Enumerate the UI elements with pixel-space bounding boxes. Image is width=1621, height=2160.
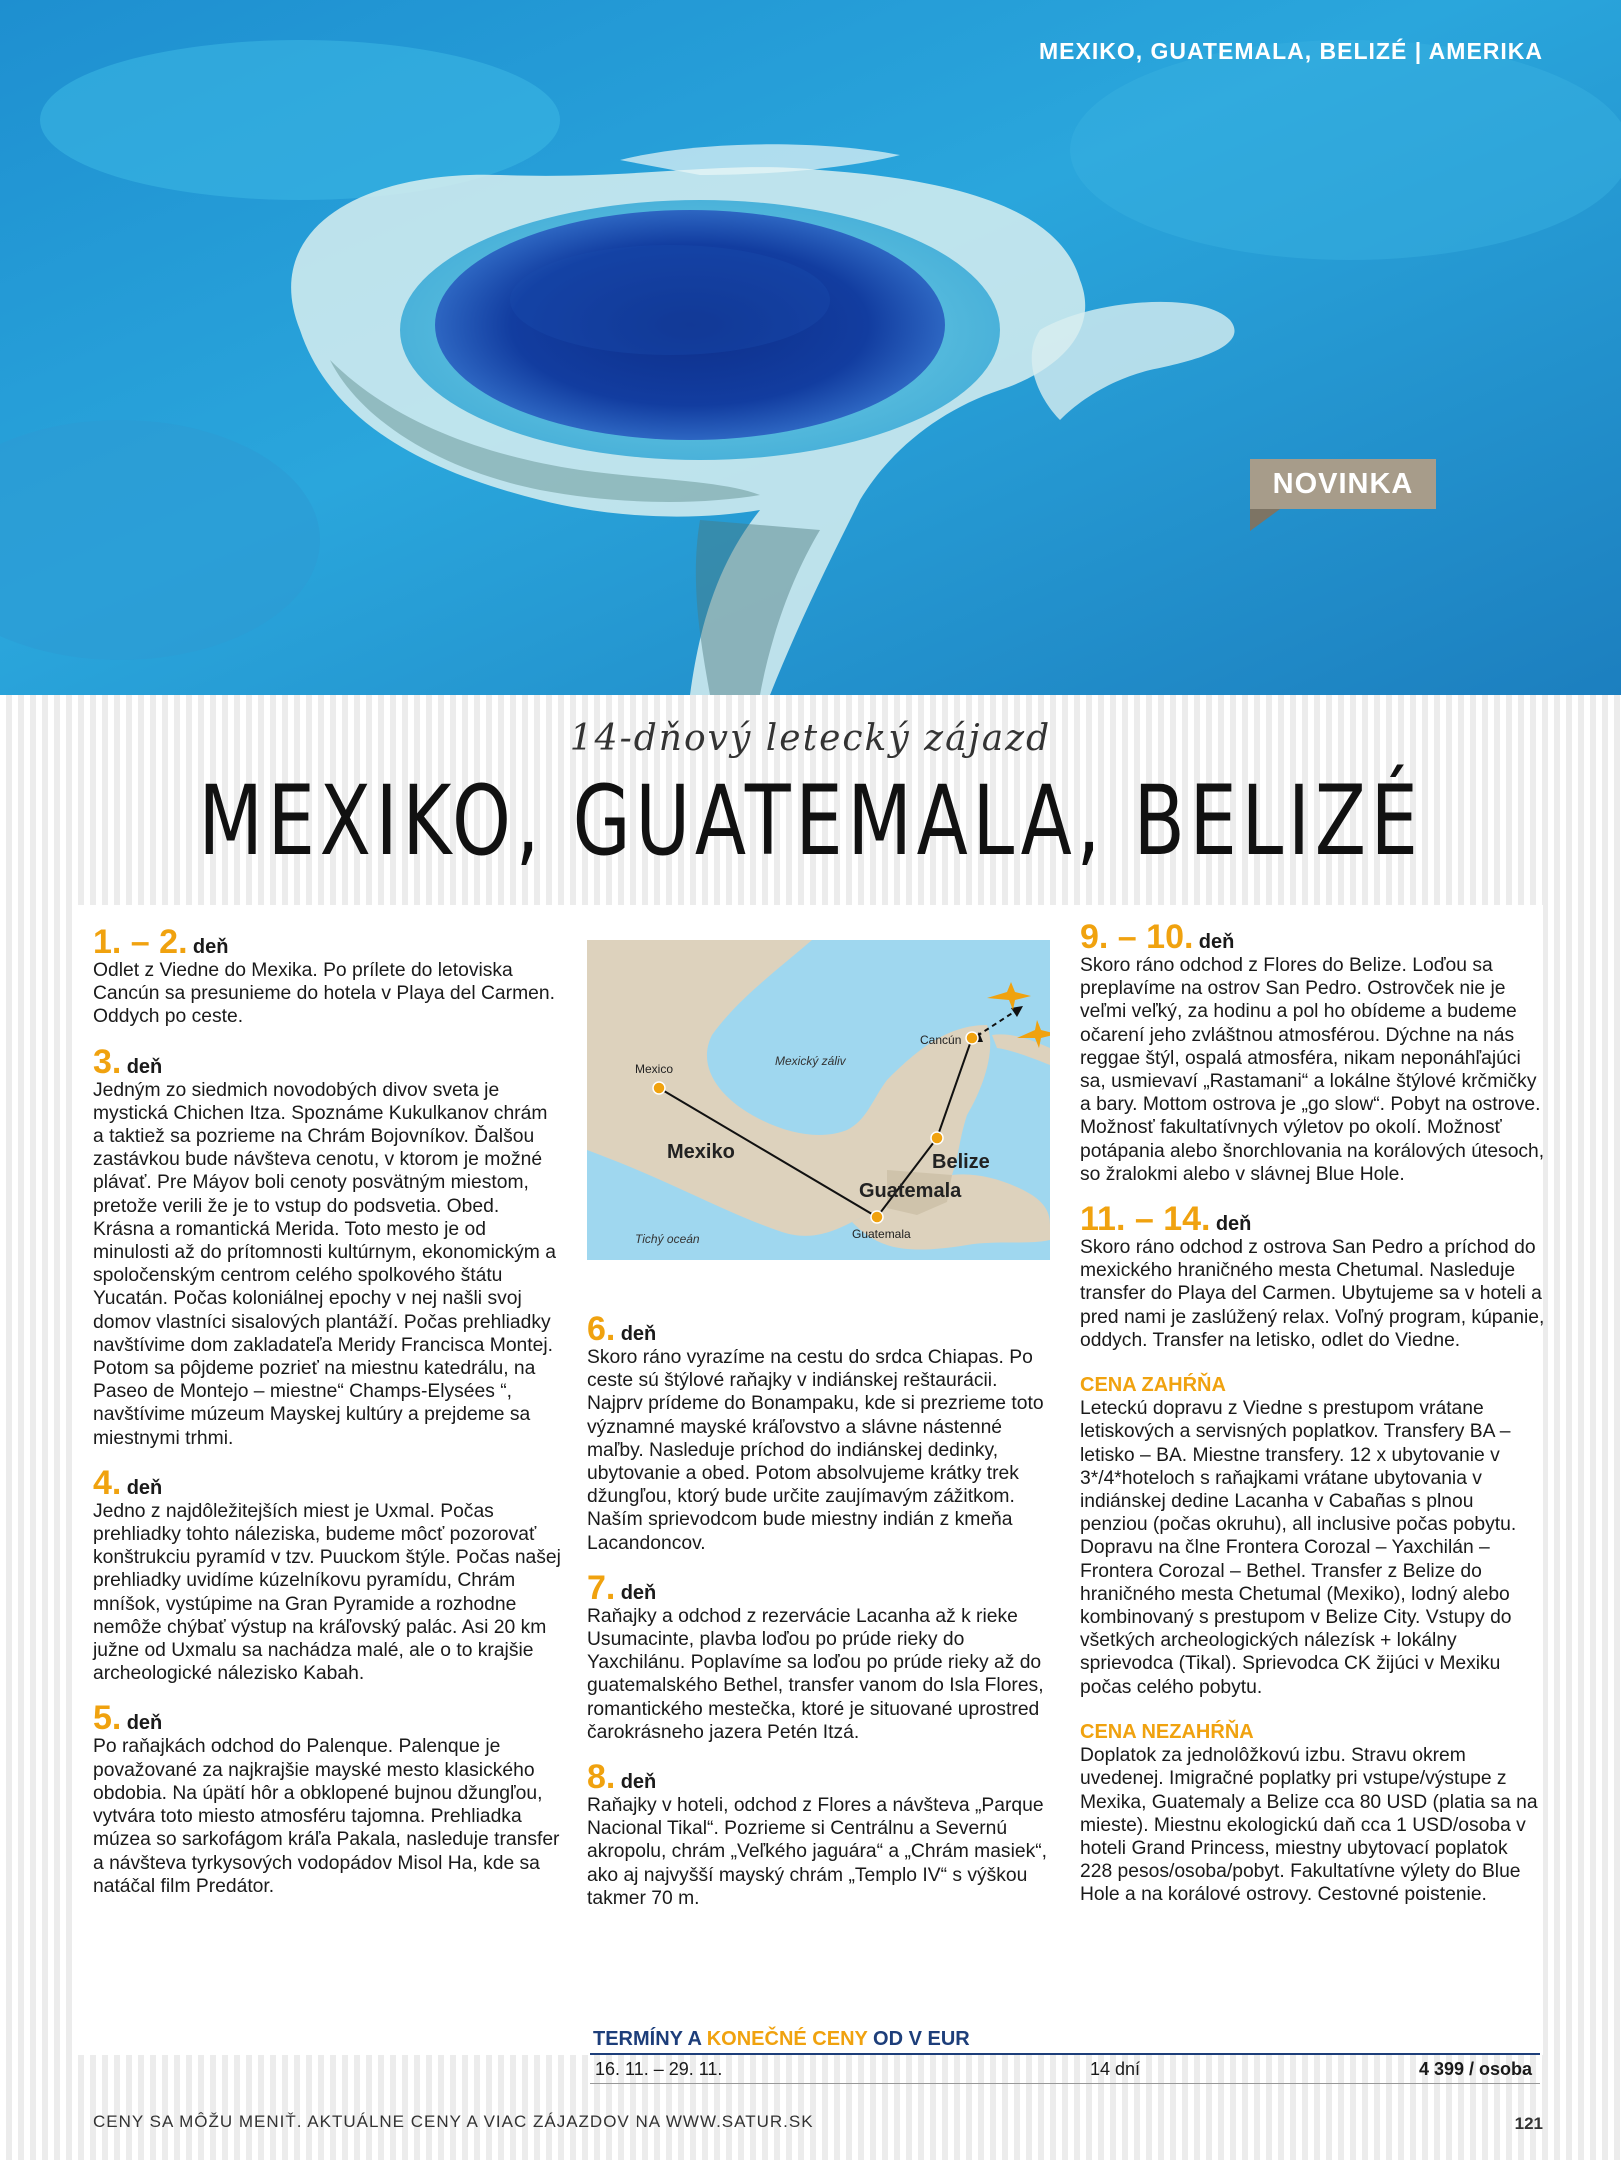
terms-heading-part: OD V EUR xyxy=(867,2028,970,2050)
day-text: Raňajky v hoteli, odchod z Flores a návšteva „Parque Nacional Tikal“. Pozrieme si Centrálnu a Severnú akropolu, chrám „Veľkého jaguára“ a „Chrám masiek“, ako aj najvyšší mayský chrám „Templo IV“ s výškou takmer 70 m. xyxy=(587,1795,1047,1909)
day-number: 6. xyxy=(587,1310,616,1348)
day-block-1 xyxy=(93,925,563,1029)
terms-table xyxy=(590,2025,1540,2084)
term-length: 14 dní xyxy=(1090,2059,1141,2079)
price-excluded-heading: CENA NEZAHŔŇA xyxy=(1080,1720,1254,1743)
day-label: deň xyxy=(192,936,229,958)
day-block-5 xyxy=(93,1701,563,1897)
map-label-cancun: Cancún xyxy=(920,1033,962,1047)
map-label-city-guatemala: Guatemala xyxy=(852,1227,911,1241)
day-number: 5. xyxy=(93,1699,122,1738)
day-block-8 xyxy=(587,1760,1047,1910)
column-left xyxy=(93,925,563,1898)
day-block-9 xyxy=(1080,920,1545,1186)
column-right xyxy=(1080,920,1545,1907)
day-number: 9. – 10. xyxy=(1080,918,1194,956)
hero-photo xyxy=(0,0,1621,695)
day-block-6 xyxy=(587,1312,1047,1555)
trip-title: MEXIKO, GUATEMALA, BELIZÉ xyxy=(198,765,1423,877)
term-dates: 16. 11. – 29. 11. xyxy=(595,2059,723,2079)
blue-hole-image xyxy=(0,0,1621,695)
terms-heading xyxy=(590,2025,1540,2053)
day-text: Jedno z najdôležitejších miest je Uxmal. Počas prehliadky tohto náleziska, budeme môcť pozorovať konštrukciu pyramíd v tzv. Puuckom štýle. Počas našej prehliadky uvidíme kúzelníkovu pyramídu, Chrám mníšok, vystúpime na Gran Pyramide a rozhodne nemôže chýbať výstup na kráľovský palác. Asi 20 km južne od Uxmalu sa nachádza malé, ale o to krajšie archeologické nálezisko Kabah. xyxy=(93,1500,561,1685)
region-label: MEXIKO, GUATEMALA, BELIZÉ | AMERIKA xyxy=(1039,38,1543,64)
new-badge: NOVINKA xyxy=(1250,459,1436,509)
day-number: 3. xyxy=(93,1042,122,1081)
map-label-pacific: Tichý oceán xyxy=(635,1232,700,1246)
day-number: 1. – 2. xyxy=(93,923,188,961)
day-text: Raňajky a odchod z rezervácie Lacanha až k rieke Usumacinte, plavba loďou po prúde rieky do Yaxchilánu. Poplavíme sa loďou po prúde rieky až do guatemalského Bethel, transfer vanom do Isla Flores, romantického mestečka, ktoré je situované uprostred čarokrásneho jazera Petén Itzá. xyxy=(587,1605,1044,1743)
table-row xyxy=(590,2055,1540,2084)
day-number: 7. xyxy=(587,1568,616,1607)
footer-note: CENY SA MÔŽU MENIŤ. AKTUÁLNE CENY A VIAC ZÁJAZDOV NA WWW.SATUR.SK xyxy=(93,2112,814,2131)
page-number: 121 xyxy=(1514,2114,1543,2133)
terms-heading-accent: KONEČNÉ CENY xyxy=(706,2028,868,2050)
day-block-3 xyxy=(93,1042,563,1450)
day-label: deň xyxy=(126,1055,163,1078)
term-price: 4 399 / osoba xyxy=(1418,2059,1532,2079)
map-label-country-belize: Belize xyxy=(932,1151,990,1173)
day-label: deň xyxy=(620,1581,657,1604)
day-text: Jedným zo siedmich novodobých divov sveta je mystická Chichen Itza. Spoznáme Kukulkanov chrám a taktiež sa pozrieme na Chrám Bojovníkov. Ďalšou zastávkou bude návšteva cenotu, v ktorom je možné plávať. Pre Máyov boli cenoty posvätným miestom, pretože verili že je to vstup do podsvetia. Obed. Krásna a romantická Merida. Toto mesto je od minulosti až do prítomnosti kultúrnym, ekonomickým a spoločenským centrom celého spolkového štátu Yucatán. Počas koloniálnej epochy v nej našli svoj domov vlastníci sisalových plantáží. Počas prehliadky navštívime dom zakladateľa Meridy Francisca Montej. Potom sa pôjdeme pozrieť na miestnu katedrálu, na Paseo de Montejo – miestne“ Champs-Elysées “, navštívime múzeum Mayskej kultúry a prejdeme sa miestnymi trhmi. xyxy=(93,1079,556,1449)
day-text: Odlet z Viedne do Mexika. Po prílete do letoviska Cancún sa presunieme do hotela v Playa del Carmen. Oddych po ceste. xyxy=(93,960,555,1028)
day-label: deň xyxy=(1215,1213,1252,1236)
day-label: deň xyxy=(126,1712,163,1735)
map-label-country-mexico: Mexiko xyxy=(667,1141,735,1163)
day-label: deň xyxy=(620,1771,657,1794)
map-label-mexico-city: Mexico xyxy=(635,1062,674,1076)
column-middle xyxy=(587,1312,1047,1910)
day-block-7 xyxy=(587,1568,1047,1744)
day-block-4 xyxy=(93,1463,563,1686)
terms-heading-part: TERMÍNY A xyxy=(593,2028,707,2050)
day-number: 4. xyxy=(93,1463,122,1502)
route-map-graphic xyxy=(587,940,1050,1260)
map-label-country-guatemala: Guatemala xyxy=(859,1180,962,1202)
day-block-11 xyxy=(1080,1202,1545,1352)
day-text: Skoro ráno odchod z ostrova San Pedro a príchod do mexického hraničného mesta Chetumal. Nasleduje transfer do Playa del Carmen. Ubytujeme sa v hoteli a pred nami je zaslúžený relax. Voľný program, kúpanie, oddych. Transfer na letisko, odlet do Viedne. xyxy=(1080,1237,1545,1351)
day-number: 11. – 14. xyxy=(1080,1200,1211,1239)
day-label: deň xyxy=(620,1323,657,1345)
day-text: Po raňajkách odchod do Palenque. Palenque je považované za najkrajšie mayské mesto klasického obdobia. Na úpätí hôr a obklopené bujnou džungľou, vytvára toto miesto atmosféru tajomna. Prehliadka múzea so sarkofágom kráľa Pakala, nasleduje transfer a návšteva tyrkysových vodopádov Misol Ha, kde sa natáčal film Predátor. xyxy=(93,1736,560,1897)
route-map xyxy=(587,940,1050,1260)
trip-subtitle: 14-dňový letecký zájazd xyxy=(569,718,1052,759)
price-excluded-text: Doplatok za jednolôžkovú izbu. Stravu okrem uvedenej. Imigračné poplatky pri vstupe/výstupe z Mexika, Guatemaly a Belize cca 80 USD (platia sa na mieste). Miestnu ekologickú daň cca 1 USD/osoba v hoteli Grand Princess, miestny ubytovací poplatok 228 pesos/osoba/pobyt. Fakultatívne výlety do Blue Hole a na korálové ostrovy. Cestovné poistenie. xyxy=(1080,1745,1538,1906)
day-label: deň xyxy=(1198,931,1235,953)
day-number: 8. xyxy=(587,1758,616,1797)
day-label: deň xyxy=(126,1476,163,1499)
map-label-gulf: Mexický záliv xyxy=(775,1054,846,1068)
badge-tail xyxy=(1250,509,1280,531)
price-included-text: Leteckú dopravu z Viedne s prestupom vrátane letiskových a servisných poplatkov. Transfery BA – letisko – BA. Miestne transfery. 12 x ubytovanie v 3*/4*hoteloch s raňajkami vrátane ubytovania v indiánskej dedine Lacanha v Cabañas s plnou penziou (počas okruhu), all inclusive počas pobytu. Dopravu na člne Frontera Corozal – Yaxchilán – Frontera Corozal – Bethel. Transfer z Belize do hraničného mesta Chetumal (Mexiko), lodný alebo kombinovaný s prestupom v Belize City. Vstupy do všetkých archeologických nálezísk + lokálny sprievodca (Tikal). Sprievodca CK žijúci v Mexiku počas celého pobytu. xyxy=(1080,1398,1517,1698)
price-included-heading: CENA ZAHŔŇA xyxy=(1080,1374,1226,1397)
day-text: Skoro ráno odchod z Flores do Belize. Loďou sa preplavíme na ostrov San Pedro. Ostrovček nie je veľmi veľký, za hodinu a pol ho obídeme a budeme očarení jeho zvláštnou atmosférou. Dýchne na nás reggae štýl, ospalá atmosféra, nikam neponáhľajúci sa, usmievaví „Rastamani“ a lokálne štýlové krčmičky a bary. Mottom ostrova je „go slow“. Pobyt na ostrove. Možnosť fakultatívnych výletov po okolí. Možnosť potápania alebo šnorchlovania na korálových útesoch, so žralokmi alebo v slávnej Blue Hole. xyxy=(1080,955,1545,1185)
day-text: Skoro ráno vyrazíme na cestu do srdca Chiapas. Po ceste sú štýlové raňajky v indiánskej reštaurácii. Najprv prídeme do Bonampaku, kde si prezrieme toto významné mayské kráľovstvo a slávne nástenné maľby. Nasleduje príchod do indiánskej dedinky, ubytovanie a obed. Potom absolvujeme krátky trek džungľou, ktorý bude určite zaujímavým zážitkom. Naším sprievodcom bude miestny indián z kmeňa Lacandoncov. xyxy=(587,1347,1044,1554)
